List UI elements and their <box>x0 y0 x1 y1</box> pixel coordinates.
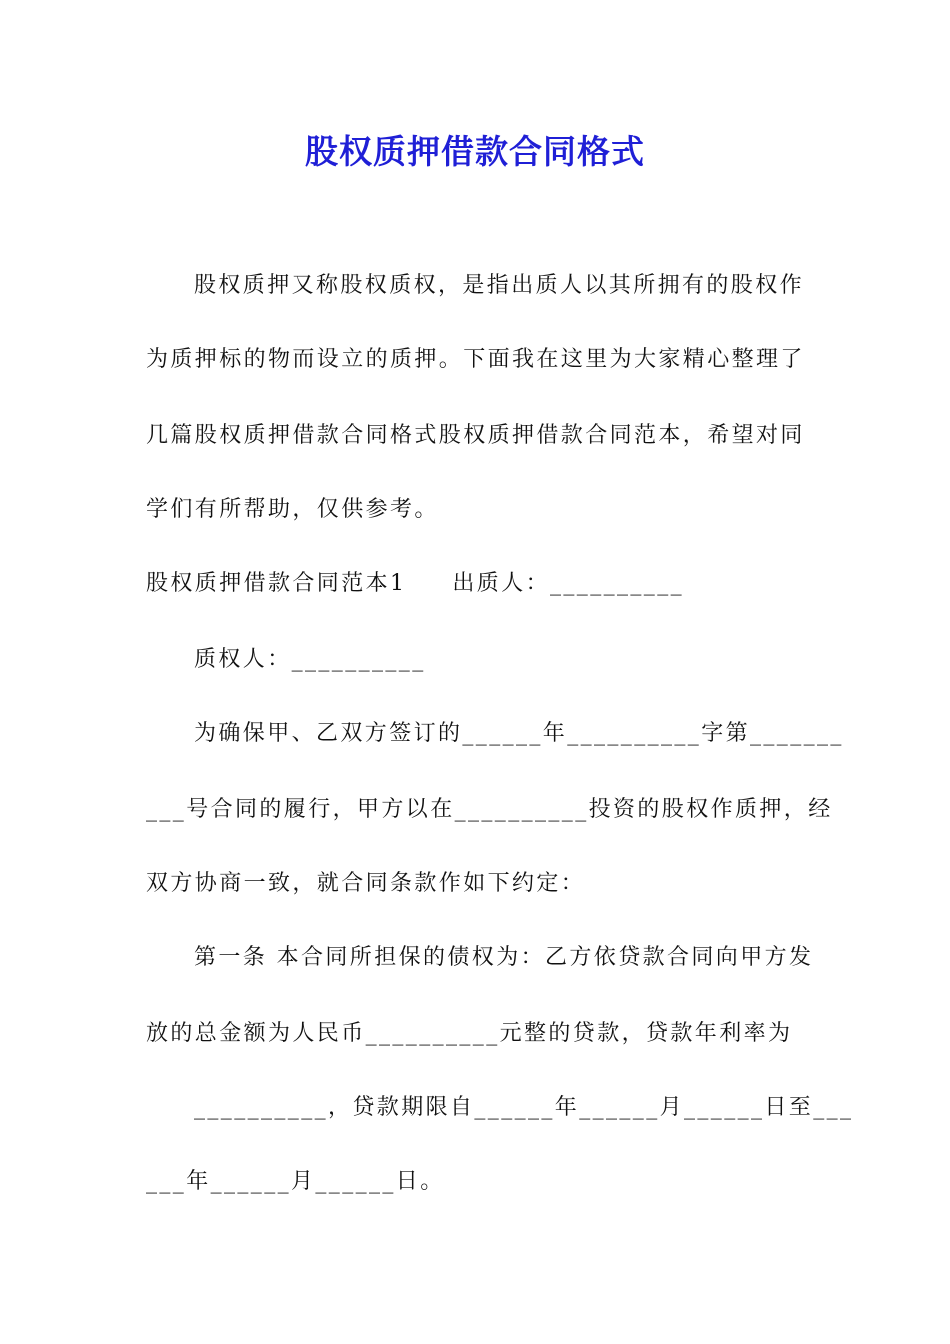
paragraph-line: 放的总金额为人民币__________元整的贷款，贷款年利率为 <box>146 1021 793 1046</box>
paragraph-line: ___号合同的履行，甲方以在__________投资的股权作质押，经 <box>146 797 833 822</box>
sample-heading: 股权质押借款合同范本1 <box>146 571 407 596</box>
paragraph-line: 学们有所帮助，仅供参考。 <box>146 497 439 522</box>
paragraph-line: ___年______月______日。 <box>146 1169 445 1194</box>
paragraph-line: 为确保甲、乙双方签订的______年__________字第_______ <box>194 721 844 746</box>
paragraph-line: 为质押标的物而设立的质押。下面我在这里为大家精心整理了 <box>146 347 805 372</box>
article-one-line: 第一条 本合同所担保的债权为：乙方依贷款合同向甲方发 <box>194 945 814 970</box>
paragraph-line: 股权质押又称股权质权，是指出质人以其所拥有的股权作 <box>194 273 805 298</box>
document-title: 股权质押借款合同格式 <box>305 132 645 171</box>
paragraph-line: 几篇股权质押借款合同格式股权质押借款合同范本，希望对同 <box>146 423 805 448</box>
pledgor-field: 出质人：__________ <box>452 571 685 596</box>
sample-heading-line <box>146 568 826 600</box>
paragraph-line: __________，贷款期限自______年______月______日至___ <box>194 1095 854 1120</box>
paragraph-line: 双方协商一致，就合同条款作如下约定： <box>146 871 586 896</box>
pledgee-field: 质权人：__________ <box>194 647 426 672</box>
